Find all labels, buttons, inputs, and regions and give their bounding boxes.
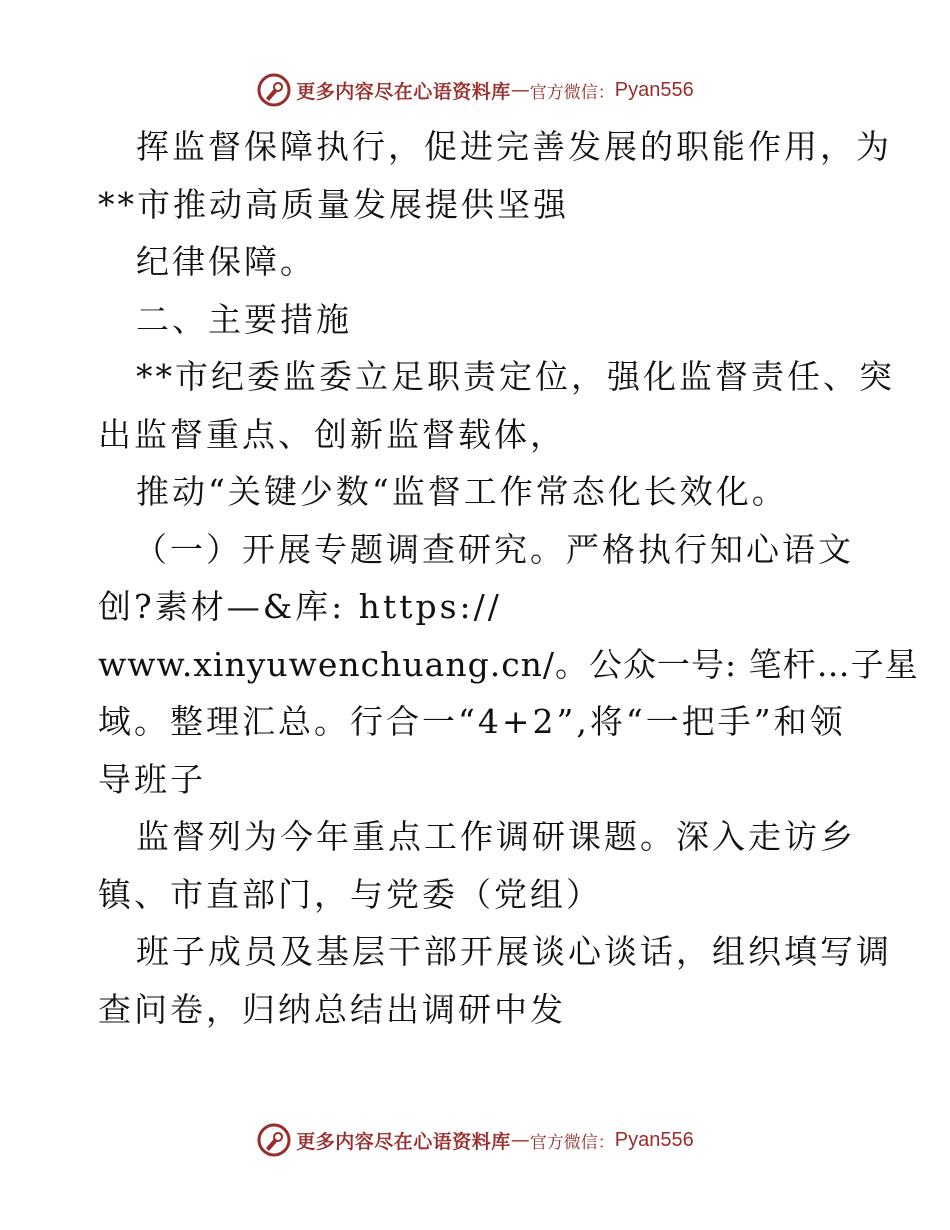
header-dash: — xyxy=(510,79,530,101)
header-banner xyxy=(0,70,950,110)
body-line-9: 创?素材—&库: https:// xyxy=(98,587,502,626)
pen-circle-logo-icon xyxy=(256,72,292,108)
body-line-12: 导班子 xyxy=(98,759,206,799)
body-line-10: www.xinyuwenchuang.cn/。公众一号: 笔杆…子星 xyxy=(98,644,919,684)
body-line-15: 班子成员及基层干部开展谈心谈话，组织填写调 xyxy=(136,932,892,971)
footer-wechat-id: Pyan556 xyxy=(614,1128,694,1151)
footer-dash: — xyxy=(510,1129,530,1151)
body-line-11: 域。整理汇总。行合一“4+2”,将“一把手”和领 xyxy=(98,702,846,741)
footer-banner xyxy=(0,1120,950,1160)
document-body xyxy=(98,118,919,1038)
subsection-heading: （一）开展专题调查研究。严格执行知心语文 xyxy=(134,529,854,569)
pen-circle-logo-icon xyxy=(256,1122,292,1158)
footer-wechat-label: 官方微信： xyxy=(529,1132,615,1153)
body-line-14: 镇、市直部门，与党委（党组） xyxy=(98,874,602,914)
footer-text: 更多内容尽在心语资料库 xyxy=(296,1130,511,1153)
body-line-2: **市推动高质量发展提供坚强 xyxy=(98,184,569,224)
section-heading: 二、主要措施 xyxy=(136,299,352,339)
body-line-16: 查问卷，归纳总结出调研中发 xyxy=(98,989,566,1029)
header-wechat-label: 官方微信： xyxy=(529,82,615,103)
body-line-7: 推动“关键少数“监督工作常态化长效化。 xyxy=(136,472,788,511)
header-text: 更多内容尽在心语资料库 xyxy=(296,80,511,103)
body-line-13: 监督列为今年重点工作调研课题。深入走访乡 xyxy=(136,817,856,856)
body-line-5: **市纪委监委立足职责定位，强化监督责任、突 xyxy=(136,357,895,396)
header-wechat-id: Pyan556 xyxy=(614,78,694,101)
body-line-1: 挥监督保障执行，促进完善发展的职能作用，为 xyxy=(136,127,892,166)
body-line-6: 出监督重点、创新监督载体， xyxy=(98,414,566,454)
body-line-3: 纪律保障。 xyxy=(136,242,316,281)
